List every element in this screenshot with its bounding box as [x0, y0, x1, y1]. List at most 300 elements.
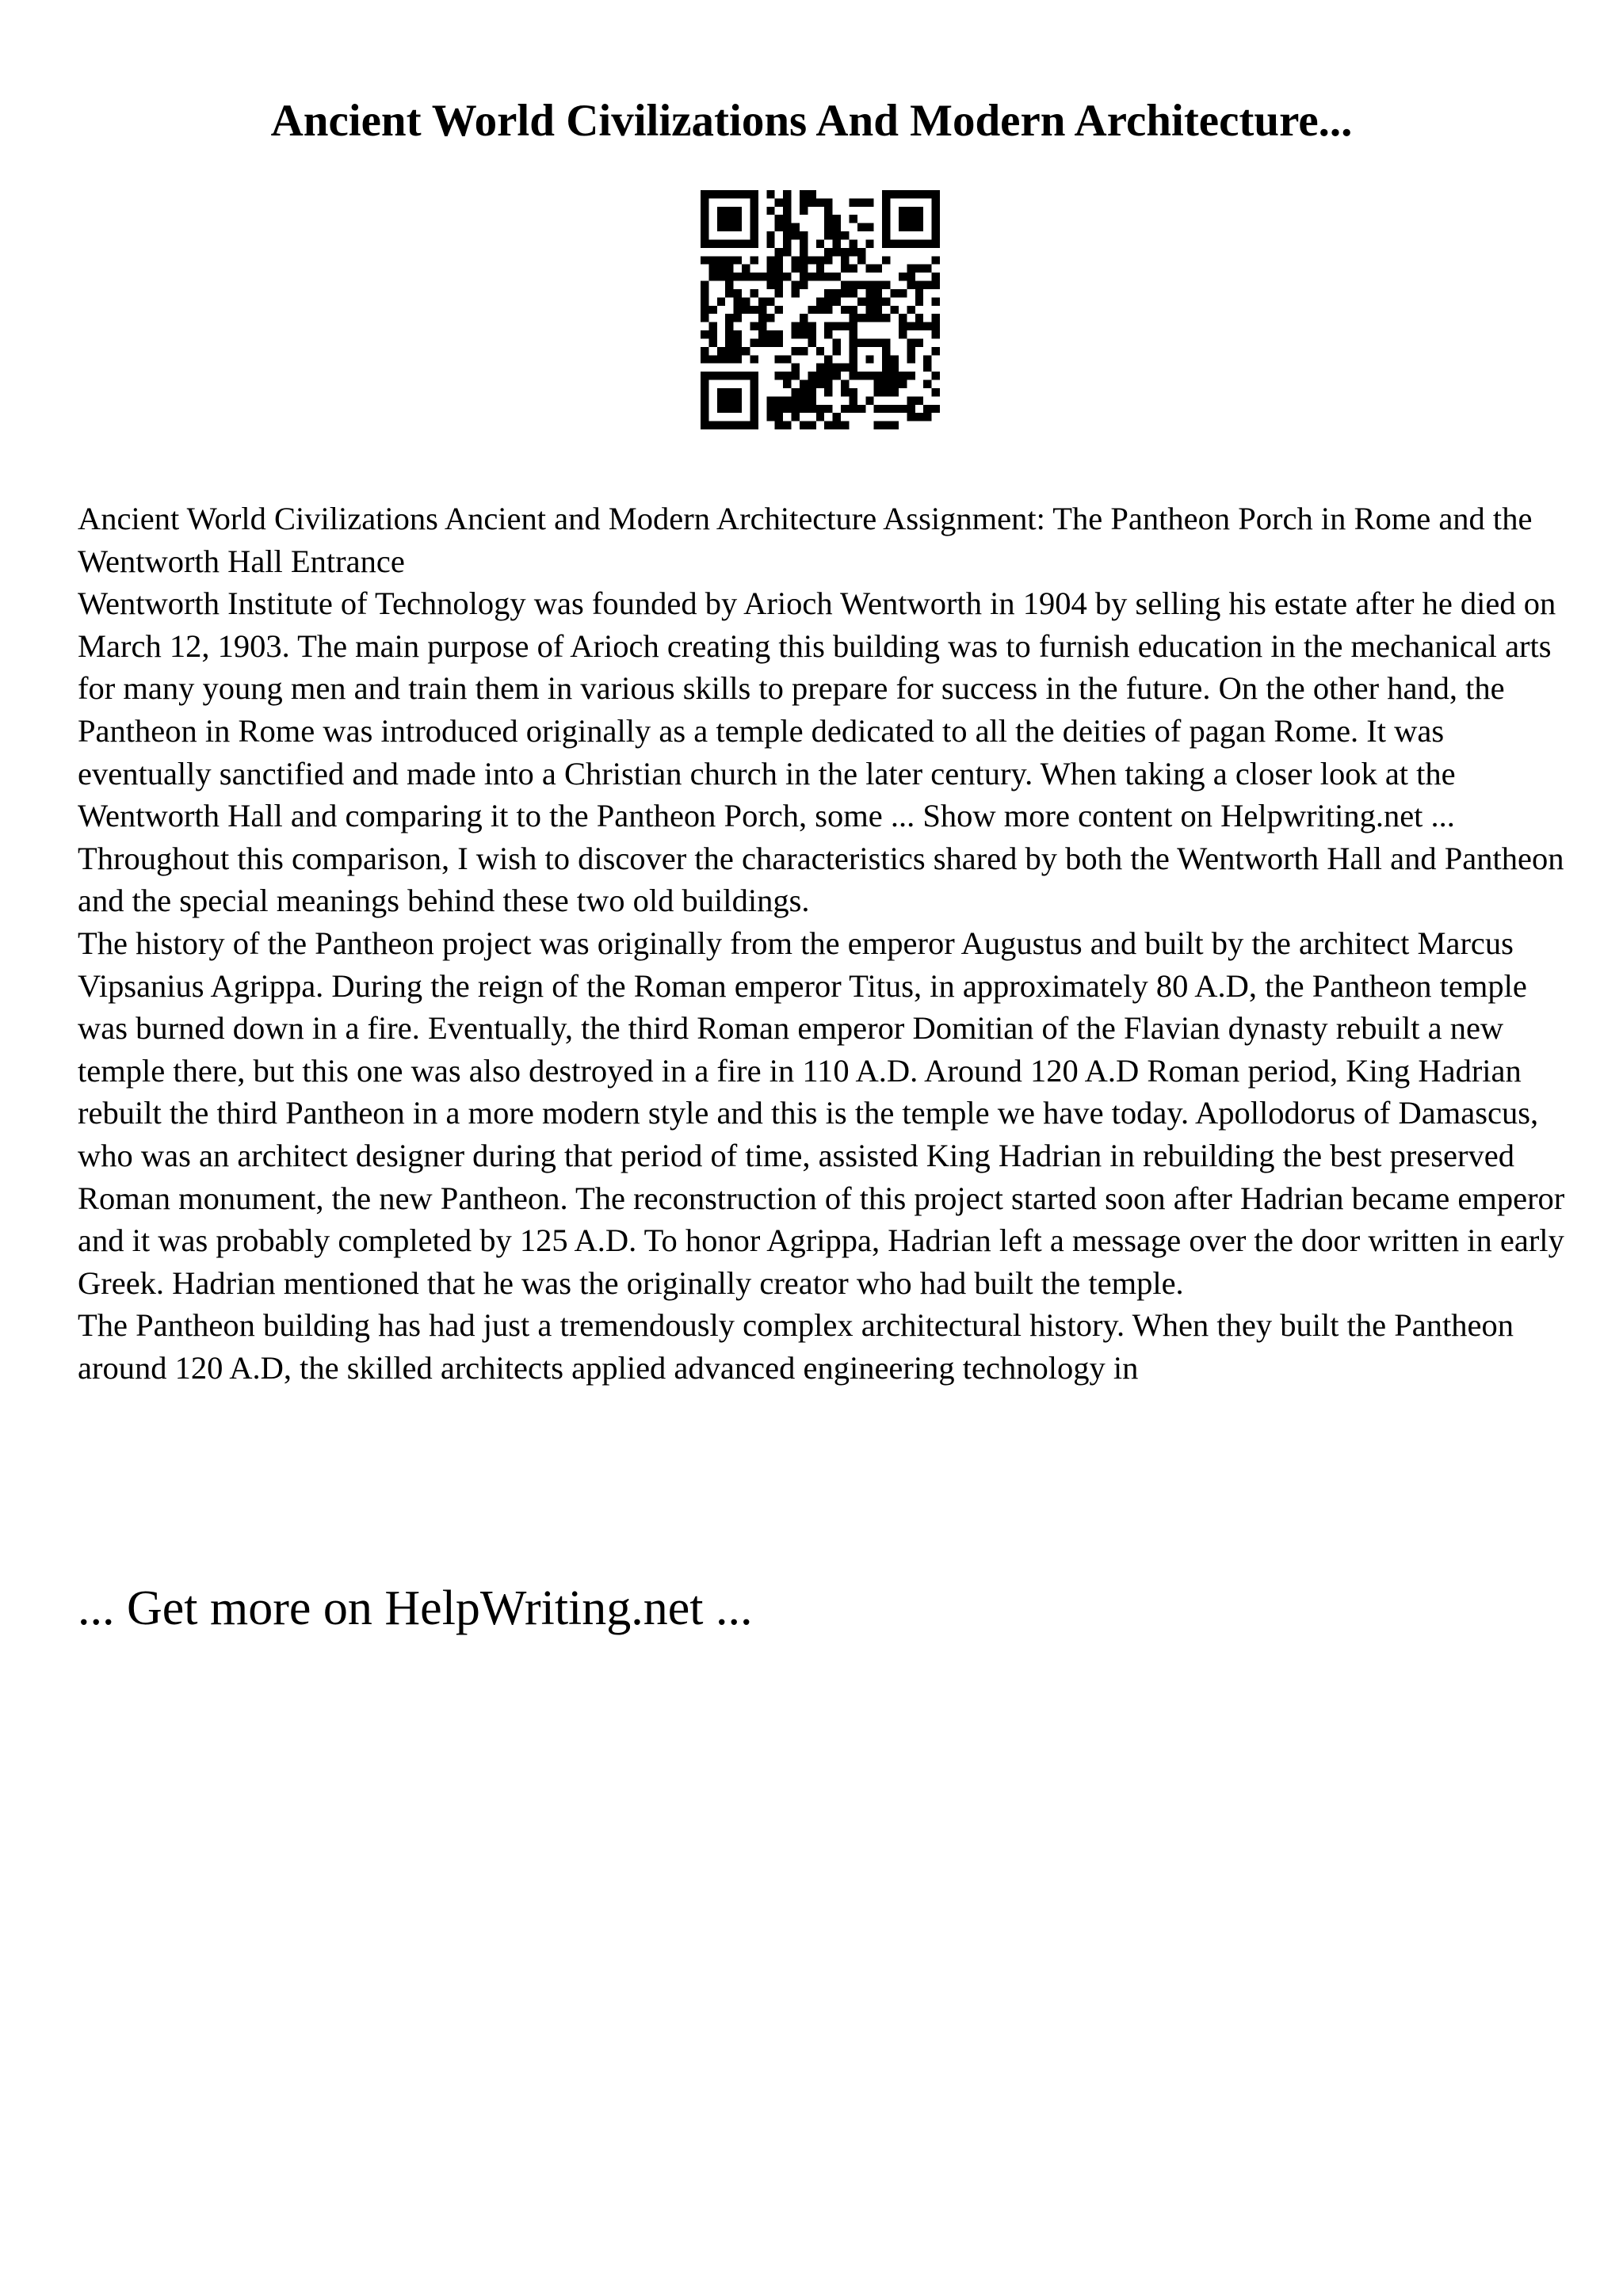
qr-module — [701, 198, 708, 206]
qr-module — [857, 281, 865, 289]
qr-module — [701, 388, 708, 396]
qr-module — [899, 223, 907, 231]
qr-module — [833, 239, 841, 247]
qr-module — [907, 215, 915, 223]
qr-module — [891, 364, 899, 372]
qr-module — [824, 297, 832, 305]
qr-module — [824, 248, 832, 256]
qr-module — [792, 396, 800, 404]
qr-module — [725, 355, 733, 363]
qr-module — [766, 405, 774, 413]
qr-module — [824, 380, 832, 388]
qr-module — [800, 190, 808, 198]
qr-module — [701, 223, 708, 231]
qr-module — [849, 306, 857, 314]
qr-module — [891, 289, 899, 297]
qr-module — [907, 207, 915, 215]
qr-module — [701, 289, 708, 297]
qr-module — [717, 215, 725, 223]
qr-module — [766, 239, 774, 247]
qr-module — [701, 413, 708, 421]
qr-module — [701, 281, 708, 289]
qr-module — [907, 347, 915, 355]
qr-module — [841, 306, 849, 314]
qr-module — [882, 338, 890, 346]
qr-module — [708, 372, 716, 379]
qr-module — [800, 231, 808, 239]
qr-module — [708, 256, 716, 264]
qr-module — [874, 289, 882, 297]
qr-module — [865, 198, 873, 206]
qr-module — [833, 372, 841, 379]
qr-module — [750, 396, 758, 404]
qr-module — [923, 265, 931, 273]
qr-module — [792, 364, 800, 372]
qr-module — [915, 314, 923, 322]
qr-module — [750, 380, 758, 388]
qr-module — [742, 306, 750, 314]
qr-module — [734, 405, 742, 413]
qr-module — [750, 405, 758, 413]
qr-module — [923, 322, 931, 330]
qr-module — [874, 338, 882, 346]
qr-module — [907, 190, 915, 198]
qr-module — [841, 281, 849, 289]
qr-module — [792, 231, 800, 239]
qr-module — [816, 364, 824, 372]
qr-module — [915, 396, 923, 404]
qr-module — [775, 306, 783, 314]
qr-module — [783, 372, 791, 379]
qr-module — [833, 338, 841, 346]
qr-module — [775, 413, 783, 421]
qr-module — [808, 330, 815, 338]
body-paragraph: The Pantheon building has had just a tremendously complex architectural history. When they built the Pantheon around 120 A.D, the skilled architects applied advanced engineering technology in — [78, 1307, 1514, 1386]
qr-module — [717, 190, 725, 198]
qr-module — [865, 314, 873, 322]
qr-module — [824, 273, 832, 280]
qr-module — [849, 364, 857, 372]
qr-module — [808, 388, 815, 396]
qr-module — [824, 207, 832, 215]
qr-module — [775, 405, 783, 413]
qr-module — [725, 223, 733, 231]
qr-module — [882, 190, 890, 198]
qr-module — [800, 314, 808, 322]
document-title: Ancient World Civilizations And Modern Architecture... — [270, 96, 1353, 146]
qr-module — [750, 355, 758, 363]
qr-module — [816, 413, 824, 421]
qr-module — [783, 380, 791, 388]
qr-module — [701, 239, 708, 247]
qr-module — [800, 405, 808, 413]
qr-module — [708, 421, 716, 429]
qr-module — [899, 405, 907, 413]
qr-module — [824, 421, 832, 429]
qr-module — [792, 330, 800, 338]
qr-module — [849, 265, 857, 273]
qr-module — [907, 372, 915, 379]
qr-module — [742, 265, 750, 273]
get-more-link[interactable]: ... Get more on HelpWriting.net ... — [78, 1581, 753, 1635]
qr-module — [899, 190, 907, 198]
qr-module — [775, 330, 783, 338]
qr-module — [891, 405, 899, 413]
qr-module — [882, 421, 890, 429]
qr-module — [841, 364, 849, 372]
body-paragraph: Wentworth Institute of Technology was founded by Arioch Wentworth in 1904 by selling his estate after he died on March 12, 1903. The main purpose of Arioch creating this building was to furnish education in the mechanical arts for many young men and train them in various skills to prepare for success in the future. On the other hand, the Pantheon in Rome was introduced originally as a temple dedicated to all the deities of pagan Rome. It was eventually sanctified and made into a Christian church in the later century. When taking a closer look at the Wentworth Hall and comparing it to the Pantheon Porch, some ... Show more content on Helpwriting.net ... Throughout this comparison, I wish to discover the characteristics shared by both the Wentworth Hall and Pantheon and the special meanings behind these two old buildings. — [78, 585, 1564, 919]
qr-module — [833, 273, 841, 280]
qr-module — [750, 190, 758, 198]
qr-module — [750, 198, 758, 206]
qr-module — [766, 231, 774, 239]
body-paragraph: Ancient World Civilizations Ancient and Modern Architecture Assignment: The Pantheon Porch in Rome and the Wentworth Hall Entrance — [78, 501, 1533, 579]
qr-module — [800, 265, 808, 273]
qr-module — [907, 223, 915, 231]
qr-module — [750, 207, 758, 215]
qr-module — [874, 388, 882, 396]
qr-module — [882, 256, 890, 264]
qr-module — [766, 297, 774, 305]
qr-module — [882, 281, 890, 289]
qr-module — [891, 372, 899, 379]
qr-module — [882, 207, 890, 215]
qr-module — [841, 322, 849, 330]
qr-module — [932, 198, 940, 206]
document-body — [78, 498, 1568, 1389]
qr-module — [792, 347, 800, 355]
qr-module — [874, 421, 882, 429]
qr-module — [849, 215, 857, 223]
qr-module — [857, 314, 865, 322]
qr-module — [899, 314, 907, 322]
qr-module — [775, 355, 783, 363]
qr-module — [717, 297, 725, 305]
qr-module — [907, 338, 915, 346]
qr-module — [824, 198, 832, 206]
qr-module — [792, 388, 800, 396]
qr-module — [734, 330, 742, 338]
qr-module — [882, 297, 890, 305]
qr-module — [833, 421, 841, 429]
qr-module — [800, 347, 808, 355]
qr-module — [775, 421, 783, 429]
qr-module — [808, 396, 815, 404]
qr-module — [874, 297, 882, 305]
qr-module — [734, 239, 742, 247]
qr-module — [783, 405, 791, 413]
qr-module — [932, 314, 940, 322]
qr-module — [792, 405, 800, 413]
qr-module — [923, 405, 931, 413]
qr-module — [717, 207, 725, 215]
qr-module — [750, 223, 758, 231]
qr-module — [824, 256, 832, 264]
qr-module — [865, 396, 873, 404]
qr-module — [932, 330, 940, 338]
qr-module — [792, 223, 800, 231]
qr-module — [932, 281, 940, 289]
qr-module — [701, 314, 708, 322]
qr-module — [932, 256, 940, 264]
qr-module — [816, 273, 824, 280]
qr-module — [800, 198, 808, 206]
qr-module — [824, 405, 832, 413]
qr-module — [891, 306, 899, 314]
qr-module — [841, 231, 849, 239]
qr-module — [808, 405, 815, 413]
qr-module — [849, 388, 857, 396]
qr-module — [800, 256, 808, 264]
qr-module — [800, 322, 808, 330]
qr-module — [742, 239, 750, 247]
qr-module — [932, 273, 940, 280]
qr-module — [816, 380, 824, 388]
qr-module — [849, 330, 857, 338]
qr-module — [915, 297, 923, 305]
qr-module — [701, 355, 708, 363]
qr-module — [816, 265, 824, 273]
qr-module — [775, 372, 783, 379]
qr-module — [734, 207, 742, 215]
qr-module — [932, 190, 940, 198]
qr-module — [701, 190, 708, 198]
qr-module — [899, 289, 907, 297]
qr-module — [742, 372, 750, 379]
qr-module — [923, 239, 931, 247]
qr-module — [932, 405, 940, 413]
qr-module — [932, 239, 940, 247]
qr-module — [708, 338, 716, 346]
qr-module — [891, 421, 899, 429]
qr-module — [824, 322, 832, 330]
qr-module — [734, 190, 742, 198]
qr-module — [849, 347, 857, 355]
qr-module — [932, 223, 940, 231]
qr-module — [882, 314, 890, 322]
qr-module — [816, 347, 824, 355]
qr-module — [717, 388, 725, 396]
qr-module — [923, 190, 931, 198]
qr-module — [775, 248, 783, 256]
qr-module — [932, 388, 940, 396]
qr-module — [824, 364, 832, 372]
qr-module — [808, 273, 815, 280]
qr-module — [882, 198, 890, 206]
qr-module — [750, 322, 758, 330]
qr-module — [717, 396, 725, 404]
qr-module — [915, 215, 923, 223]
qr-module — [865, 297, 873, 305]
qr-module — [701, 372, 708, 379]
qr-module — [775, 396, 783, 404]
qr-module — [725, 281, 733, 289]
qr-module — [865, 265, 873, 273]
qr-module — [841, 405, 849, 413]
qr-module — [824, 372, 832, 379]
qr-module — [833, 347, 841, 355]
qr-module — [874, 372, 882, 379]
qr-module — [800, 281, 808, 289]
qr-module — [882, 380, 890, 388]
qr-module — [783, 355, 791, 363]
qr-module — [708, 330, 716, 338]
qr-module — [734, 215, 742, 223]
qr-module — [734, 314, 742, 322]
qr-module — [717, 256, 725, 264]
qr-module — [800, 248, 808, 256]
qr-module — [816, 372, 824, 379]
qr-module — [742, 347, 750, 355]
qr-module — [833, 289, 841, 297]
qr-module — [849, 248, 857, 256]
qr-module — [849, 405, 857, 413]
qr-module — [891, 355, 899, 363]
qr-module — [750, 338, 758, 346]
qr-module — [816, 306, 824, 314]
qr-module — [734, 421, 742, 429]
qr-module — [907, 239, 915, 247]
qr-module — [849, 289, 857, 297]
qr-module — [725, 338, 733, 346]
qr-module — [923, 355, 931, 363]
qr-module — [808, 372, 815, 379]
qr-module — [915, 322, 923, 330]
qr-module — [841, 248, 849, 256]
qr-module — [734, 355, 742, 363]
qr-module — [824, 306, 832, 314]
qr-module — [783, 273, 791, 280]
qr-module — [758, 314, 766, 322]
qr-module — [734, 223, 742, 231]
qr-module — [800, 421, 808, 429]
qr-module — [932, 297, 940, 305]
qr-module — [915, 239, 923, 247]
qr-module — [701, 207, 708, 215]
qr-module — [701, 347, 708, 355]
qr-module — [750, 256, 758, 264]
qr-module — [907, 306, 915, 314]
qr-module — [808, 190, 815, 198]
qr-code-icon — [701, 190, 940, 429]
qr-module — [783, 248, 791, 256]
qr-module — [725, 372, 733, 379]
qr-module — [865, 223, 873, 231]
qr-module — [891, 388, 899, 396]
qr-module — [775, 265, 783, 273]
body-paragraph: The history of the Pantheon project was originally from the emperor Augustus and built by the architect Marcus Vipsanius Agrippa. During the reign of the Roman emperor Titus, in approximately 80 A.D, the Pantheon temple was burned down in a fire. Eventually, the third Roman emperor Domitian of the Flavian dynasty rebuilt a new temple there, but this one was also destroyed in a fire in 110 A.D. Around 120 A.D Roman period, King Hadrian rebuilt the third Pantheon in a more modern style and this is the temple we have today. Apollodorus of Damascus, who was an architect designer during that period of time, assisted King Hadrian in rebuilding the best preserved Roman monument, the new Pantheon. The reconstruction of this project started soon after Hadrian became emperor and it was probably completed by 125 A.D. To honor Agrippa, Hadrian left a message over the door written in early Greek. Hadrian mentioned that he was the originally creator who had built the temple. — [78, 925, 1565, 1301]
qr-module — [932, 215, 940, 223]
qr-module — [800, 273, 808, 280]
qr-module — [766, 281, 774, 289]
qr-module — [717, 223, 725, 231]
qr-module — [725, 289, 733, 297]
qr-module — [792, 322, 800, 330]
qr-module — [758, 322, 766, 330]
qr-module — [750, 231, 758, 239]
qr-module — [824, 231, 832, 239]
qr-module — [766, 396, 774, 404]
qr-module — [775, 281, 783, 289]
qr-module — [865, 306, 873, 314]
qr-module — [708, 355, 716, 363]
qr-module — [701, 231, 708, 239]
qr-module — [899, 322, 907, 330]
qr-module — [783, 223, 791, 231]
qr-module — [849, 355, 857, 363]
qr-module — [824, 289, 832, 297]
qr-module — [816, 297, 824, 305]
qr-module — [857, 338, 865, 346]
qr-module — [808, 306, 815, 314]
qr-module — [717, 405, 725, 413]
qr-module — [932, 231, 940, 239]
qr-module — [725, 396, 733, 404]
qr-module — [874, 405, 882, 413]
qr-module — [808, 256, 815, 264]
qr-module — [849, 396, 857, 404]
qr-module — [725, 265, 733, 273]
qr-module — [717, 421, 725, 429]
qr-module — [816, 405, 824, 413]
qr-module — [841, 265, 849, 273]
qr-module — [915, 207, 923, 215]
qr-module — [849, 239, 857, 247]
qr-module — [923, 380, 931, 388]
qr-module — [833, 413, 841, 421]
qr-module — [816, 198, 824, 206]
qr-module — [899, 207, 907, 215]
qr-module — [742, 190, 750, 198]
qr-module — [775, 223, 783, 231]
qr-module — [907, 355, 915, 363]
qr-module — [792, 289, 800, 297]
qr-module — [857, 405, 865, 413]
qr-module — [833, 215, 841, 223]
qr-module — [907, 322, 915, 330]
qr-module — [750, 421, 758, 429]
qr-module — [725, 405, 733, 413]
qr-module — [758, 338, 766, 346]
qr-module — [725, 190, 733, 198]
qr-module — [816, 239, 824, 247]
qr-module — [734, 347, 742, 355]
qr-module — [849, 338, 857, 346]
qr-module — [725, 421, 733, 429]
qr-module — [725, 273, 733, 280]
qr-module — [800, 239, 808, 247]
qr-module — [800, 330, 808, 338]
qr-module — [800, 396, 808, 404]
qr-module — [766, 314, 774, 322]
qr-module — [841, 388, 849, 396]
qr-module — [725, 314, 733, 322]
qr-module — [833, 364, 841, 372]
qr-module — [701, 396, 708, 404]
qr-module — [734, 396, 742, 404]
qr-module — [899, 380, 907, 388]
qr-module — [766, 256, 774, 264]
qr-module — [800, 388, 808, 396]
qr-module — [882, 231, 890, 239]
qr-module — [865, 355, 873, 363]
qr-module — [882, 405, 890, 413]
qr-module — [725, 347, 733, 355]
qr-module — [932, 207, 940, 215]
qr-module — [857, 256, 865, 264]
qr-module — [932, 347, 940, 355]
qr-module — [932, 322, 940, 330]
